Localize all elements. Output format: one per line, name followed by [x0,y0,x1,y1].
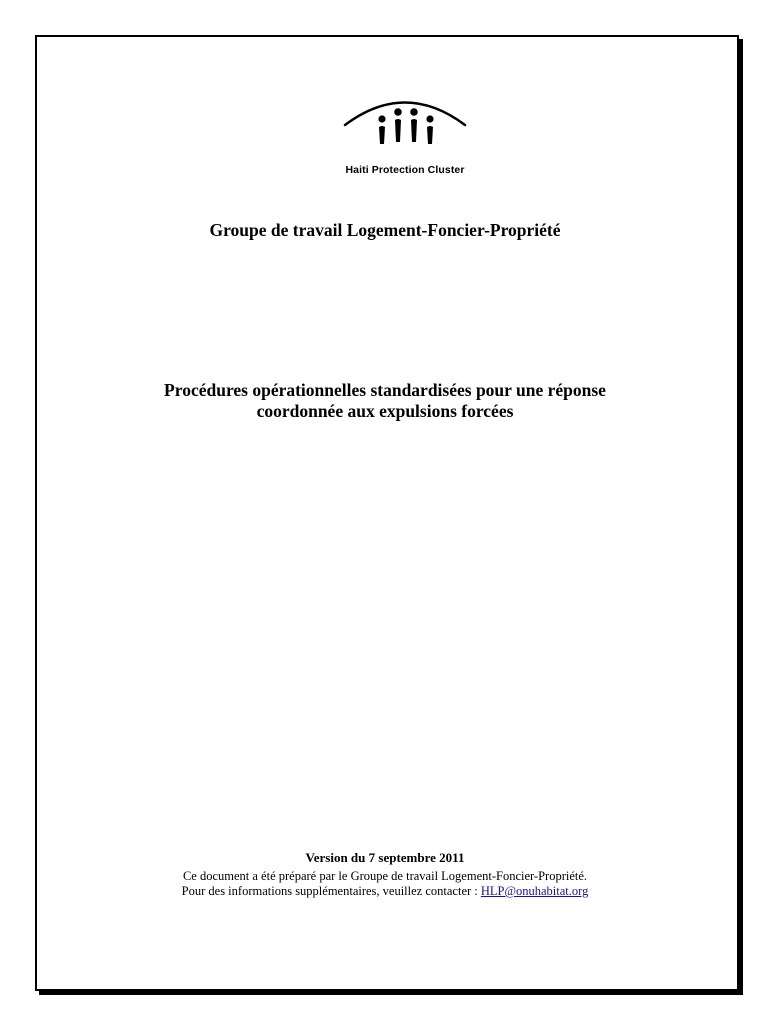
contact-prefix: Pour des informations supplémentaires, veuillez contacter : [181,884,481,898]
prepared-by-text: Ce document a été préparé par le Groupe de travail Logement-Foncier-Propriété. [182,868,588,883]
people-under-arc-logo-icon [330,92,480,162]
document-title-line-1: Procédures opérationnelles standardisées pour une réponse [164,380,606,400]
document-title [0,380,770,422]
contact-line [0,884,770,900]
working-group-title: Groupe de travail Logement-Foncier-Propriété [209,220,561,240]
contact-email-link[interactable]: HLP@onuhabitat.org [480,884,589,898]
logo-caption: Haiti Protection Cluster [345,164,465,176]
document-footer [0,850,770,900]
version-date: Version du 7 septembre 2011 [305,850,465,865]
cluster-logo [330,92,480,182]
document-title-line-2: coordonnée aux expulsions forcées [256,401,514,421]
